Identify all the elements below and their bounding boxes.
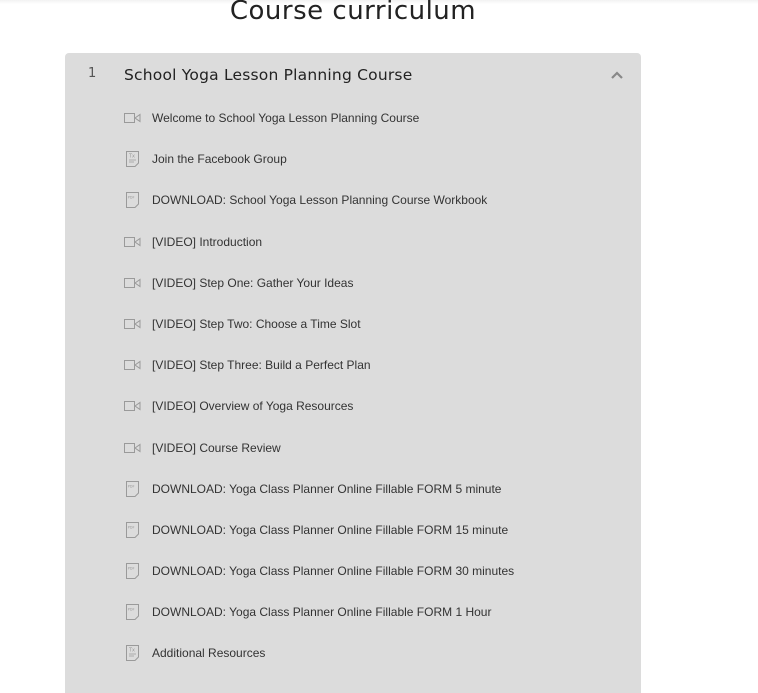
lesson-item[interactable] <box>123 274 623 315</box>
lesson-label: [VIDEO] Step Three: Build a Perfect Plan <box>152 358 371 373</box>
lesson-label: Welcome to School Yoga Lesson Planning Course <box>152 111 420 125</box>
lesson-item[interactable] <box>123 191 623 232</box>
lesson-label: Additional Resources <box>152 646 266 661</box>
lesson-item[interactable] <box>123 603 623 644</box>
lesson-label: DOWNLOAD: Yoga Class Planner Online Fillable FORM 15 minute <box>152 522 509 537</box>
lesson-list <box>123 109 623 686</box>
lesson-item[interactable] <box>123 644 623 685</box>
pdf-icon <box>123 192 141 208</box>
curriculum-section <box>65 53 641 693</box>
video-icon <box>123 110 141 126</box>
video-icon <box>123 316 141 332</box>
lesson-label: DOWNLOAD: School Yoga Lesson Planning Course Workbook <box>152 193 488 208</box>
lesson-label: DOWNLOAD: Yoga Class Planner Online Fillable FORM 30 minutes <box>152 564 515 579</box>
pdf-icon <box>123 522 141 538</box>
lesson-item[interactable] <box>123 521 623 562</box>
pdf-icon <box>123 563 141 579</box>
lesson-item[interactable] <box>123 480 623 521</box>
page-title: Course curriculum <box>229 0 477 26</box>
lesson-item[interactable] <box>123 233 623 274</box>
svg-text:PDF: PDF <box>127 484 135 489</box>
svg-text:PDF: PDF <box>127 195 135 200</box>
section-title[interactable]: School Yoga Lesson Planning Course <box>124 66 413 84</box>
video-icon <box>123 357 141 373</box>
lesson-label: [VIDEO] Step One: Gather Your Ideas <box>152 275 354 290</box>
lesson-item[interactable] <box>123 150 623 191</box>
lesson-label: [VIDEO] Course Review <box>152 440 281 455</box>
pdf-icon <box>123 481 141 497</box>
lesson-label: Join the Facebook Group <box>152 152 287 167</box>
svg-text:Tx: Tx <box>128 647 135 654</box>
lesson-item[interactable] <box>123 356 623 397</box>
svg-text:PDF: PDF <box>127 566 135 571</box>
video-icon <box>123 234 141 250</box>
pdf-icon <box>123 604 141 620</box>
svg-text:Tx: Tx <box>128 153 135 160</box>
video-icon <box>123 398 141 414</box>
lesson-item[interactable] <box>123 562 623 603</box>
text-document-icon <box>123 151 141 167</box>
lesson-item[interactable] <box>123 109 623 150</box>
lesson-label: DOWNLOAD: Yoga Class Planner Online Fillable FORM 5 minute <box>152 481 502 496</box>
video-icon <box>123 440 141 456</box>
video-icon <box>123 275 141 291</box>
lesson-item[interactable] <box>123 439 623 480</box>
svg-text:PDF: PDF <box>127 607 135 612</box>
lesson-label: [VIDEO] Step Two: Choose a Time Slot <box>152 316 361 331</box>
section-number: 1 <box>88 66 97 81</box>
svg-text:PDF: PDF <box>127 525 135 530</box>
lesson-item[interactable] <box>123 397 623 438</box>
lesson-item[interactable] <box>123 315 623 356</box>
lesson-label: DOWNLOAD: Yoga Class Planner Online Fillable FORM 1 Hour <box>152 605 492 620</box>
lesson-label: [VIDEO] Introduction <box>152 234 263 249</box>
chevron-up-icon[interactable] <box>610 70 624 80</box>
text-document-icon <box>123 645 141 661</box>
lesson-label: [VIDEO] Overview of Yoga Resources <box>152 399 354 414</box>
